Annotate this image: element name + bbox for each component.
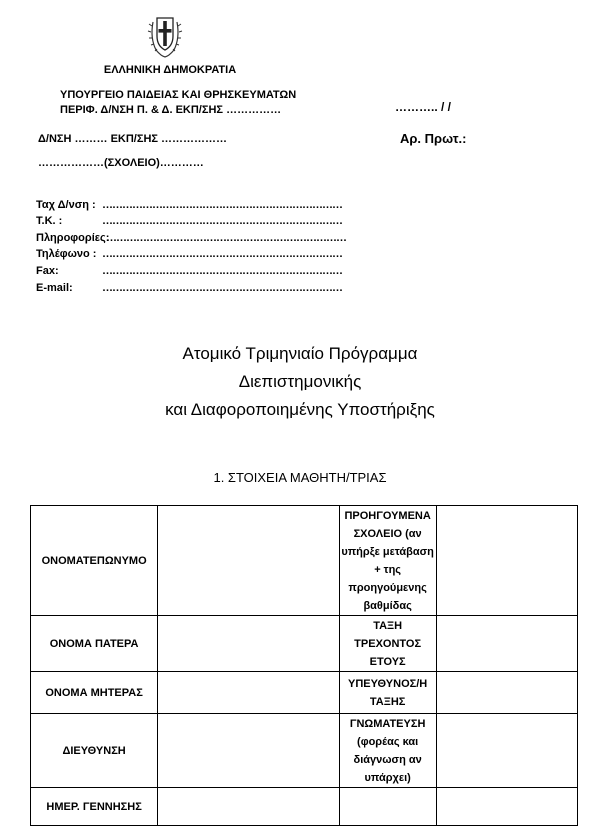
student-info-table (30, 505, 578, 826)
section-heading-student-info: 1. ΣΤΟΙΧΕΙΑ ΜΑΘΗΤΗ/ΤΡΙΑΣ (213, 470, 387, 485)
document-title-line-3: και Διαφοροποιημένης Υποστήριξης (165, 400, 435, 419)
table-row (31, 506, 578, 616)
table-label-cell: ΟΝΟΜΑ ΜΗΤΕΡΑΣ (31, 672, 158, 714)
table-input-cell[interactable] (158, 616, 339, 672)
contact-row-phone: Τηλέφωνο : ……………………………………………………………… (36, 248, 342, 260)
document-title-line-2: Διεπιστημονικής (238, 372, 362, 391)
table-label-cell (339, 788, 436, 826)
table-input-cell[interactable] (436, 714, 577, 788)
contact-row-email: E-mail: ……………………………………………………………… (36, 282, 342, 294)
table-label-cell: ΔΙΕΥΘΥΝΣΗ (31, 714, 158, 788)
table-label-cell: ΓΝΩΜΑΤΕΥΣΗ (φορέας και διάγνωση αν υπάρχει) (339, 714, 436, 788)
contact-row-info: Πληροφορίες:……………………………………………………………… (36, 232, 346, 244)
table-row (31, 788, 578, 826)
table-input-cell[interactable] (158, 788, 339, 826)
protocol-number-label: Αρ. Πρωτ.: (400, 131, 467, 146)
table-label-cell: ΥΠΕΥΘΥΝΟΣ/Η ΤΑΞΗΣ (339, 672, 436, 714)
region-heading: ΠΕΡΙΦ. Δ/ΝΣΗ Π. & Δ. ΕΚΠ/ΣΗΣ …………… (60, 104, 282, 116)
date-field: ……….. / / (395, 100, 452, 114)
table-row (31, 616, 578, 672)
ministry-heading: ΥΠΟΥΡΓΕΙΟ ΠΑΙΔΕΙΑΣ ΚΑΙ ΘΡΗΣΚΕΥΜΑΤΩΝ (60, 89, 297, 101)
table-label-cell: ΟΝΟΜΑ ΠΑΤΕΡΑ (31, 616, 158, 672)
table-input-cell[interactable] (158, 672, 339, 714)
table-input-cell[interactable] (158, 714, 339, 788)
document-title-line-1: Ατομικό Τριμηνιαίο Πρόγραμμα (182, 344, 418, 363)
contact-row-postcode: Τ.Κ. : ……………………………………………………………… (36, 215, 342, 227)
republic-heading: ΕΛΛΗΝΙΚΗ ΔΗΜΟΚΡΑΤΙΑ (103, 64, 237, 76)
directorate-line: Δ/ΝΣΗ ……… ΕΚΠ/ΣΗΣ ……………… (38, 133, 228, 145)
contact-row-fax: Fax: ……………………………………………………………… (36, 265, 342, 277)
table-input-cell[interactable] (436, 672, 577, 714)
table-input-cell[interactable] (158, 506, 339, 616)
greek-emblem-icon (146, 12, 184, 58)
table-label-cell: ΠΡΟΗΓΟΥΜΕΝΑ ΣΧΟΛΕΙΟ (αν υπήρξε μετάβαση + της προηγούμενης βαθμίδας (339, 506, 436, 616)
table-input-cell[interactable] (436, 788, 577, 826)
table-label-cell: ΗΜΕΡ. ΓΕΝΝΗΣΗΣ (31, 788, 158, 826)
table-input-cell[interactable] (436, 616, 577, 672)
table-label-cell: ΟΝΟΜΑΤΕΠΩΝΥΜΟ (31, 506, 158, 616)
school-line: ………………(ΣΧΟΛΕΙΟ)………… (38, 157, 204, 169)
table-label-cell: ΤΑΞΗ ΤΡΕΧΟΝΤΟΣ ΕΤΟΥΣ (339, 616, 436, 672)
contact-row-address: Ταχ Δ/νση : ……………………………………………………………… (36, 199, 342, 211)
table-row (31, 672, 578, 714)
table-input-cell[interactable] (436, 506, 577, 616)
table-row (31, 714, 578, 788)
